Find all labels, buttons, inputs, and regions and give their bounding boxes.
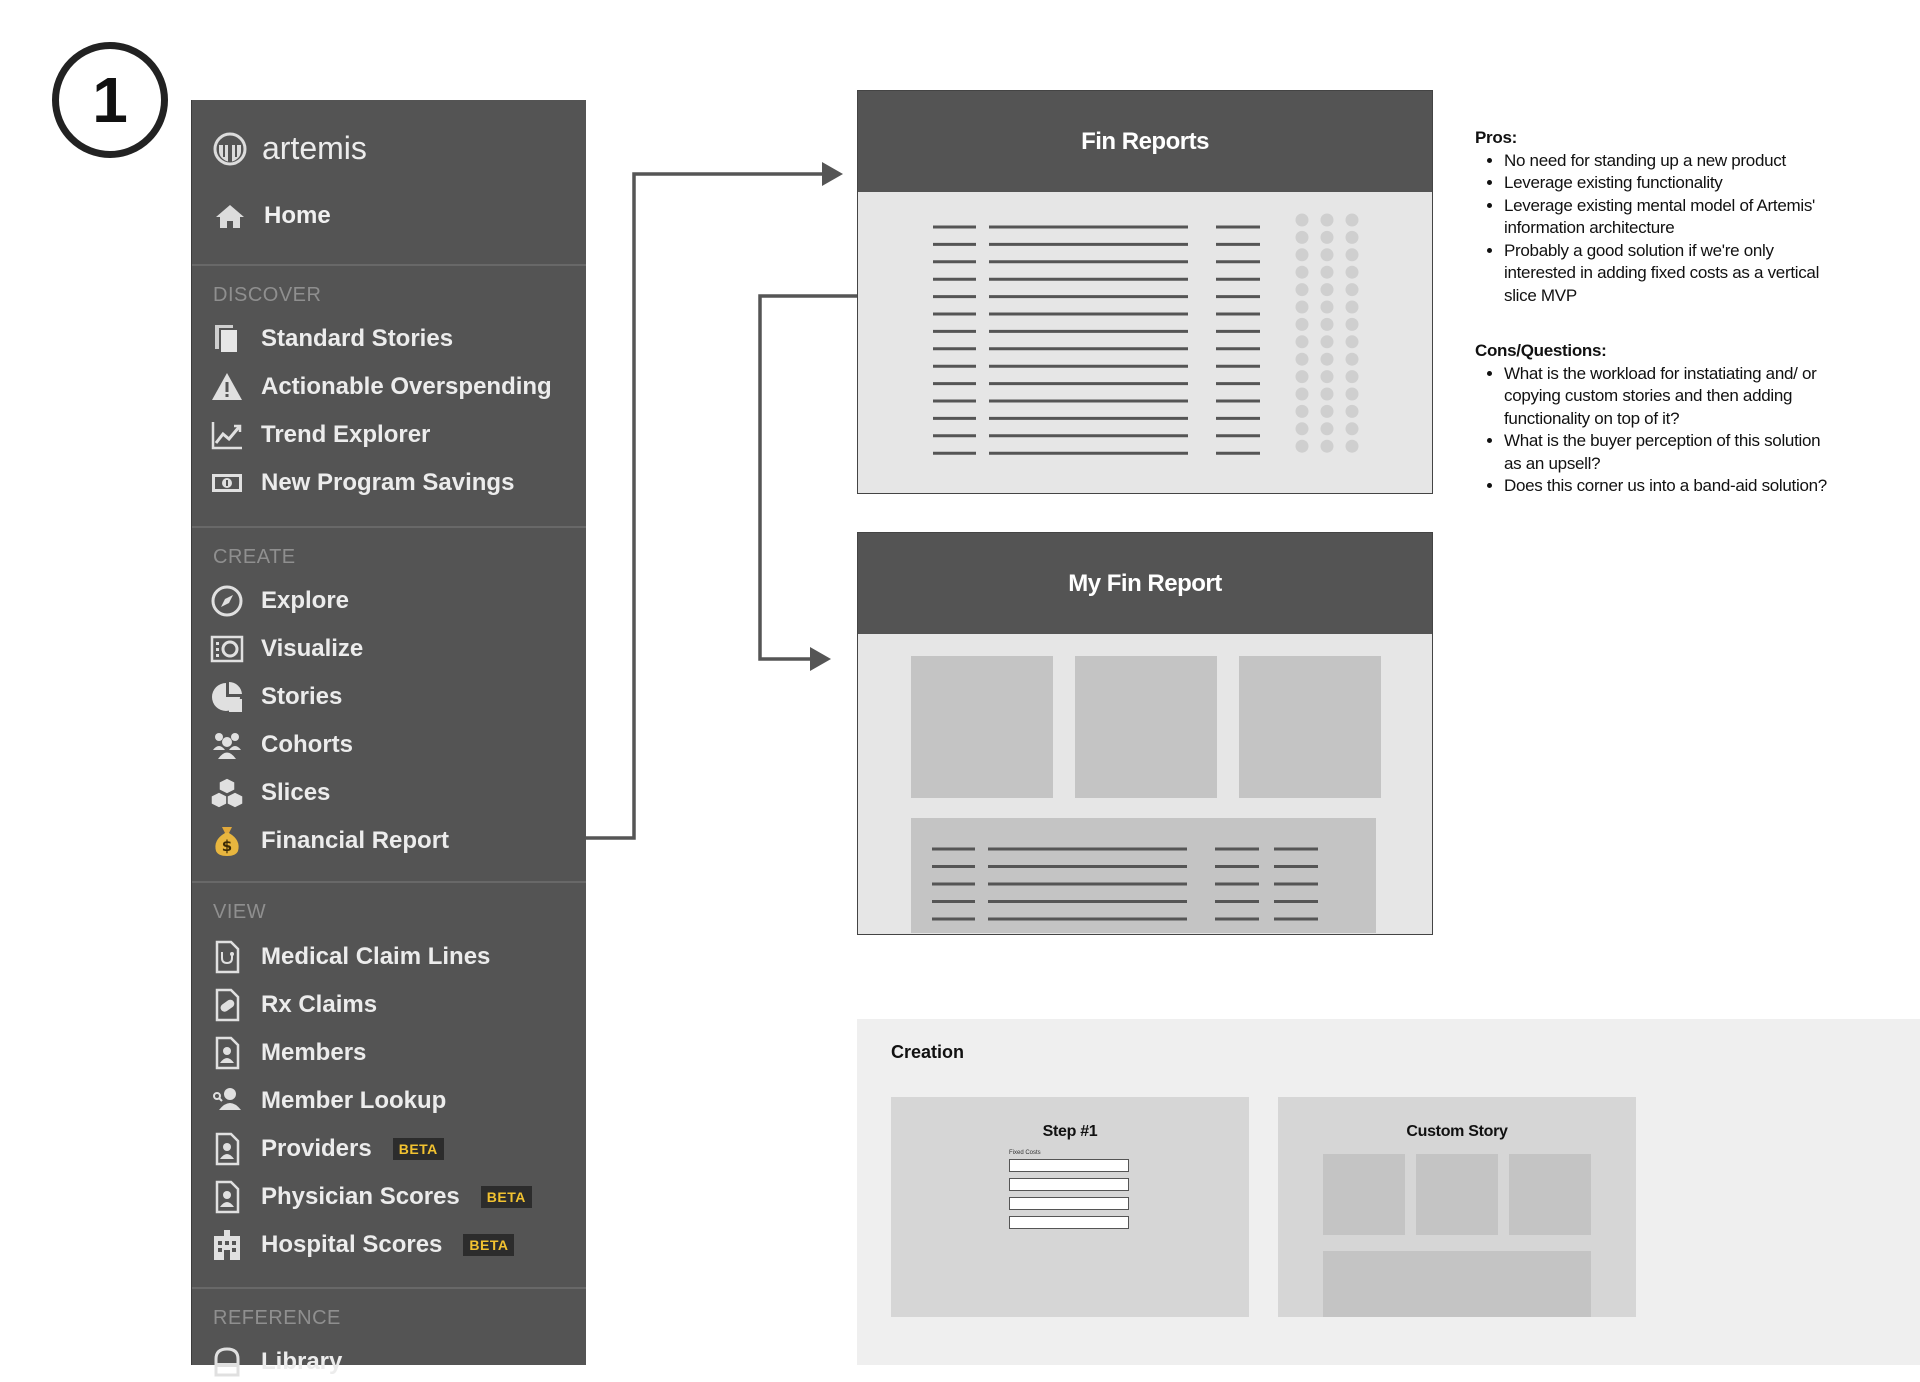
placeholder-dot	[1321, 248, 1334, 261]
placeholder-dot	[1346, 231, 1359, 244]
placeholder-dot	[1346, 370, 1359, 383]
fin-reports-title: Fin Reports	[1081, 127, 1209, 155]
pros-notes	[1475, 127, 1830, 307]
sidebar-item-label: New Program Savings	[261, 469, 515, 496]
step-number-badge: 1	[52, 42, 168, 158]
step-title: Step #1	[1042, 1123, 1098, 1140]
placeholder-dot	[1346, 353, 1359, 366]
fixed-costs-form	[1009, 1150, 1134, 1240]
sidebar-item-label: Member Lookup	[261, 1087, 447, 1114]
sidebar-item-label: Hospital Scores	[261, 1231, 443, 1258]
section-title-create: CREATE	[213, 546, 296, 568]
sidebar-item-label: Visualize	[261, 635, 364, 662]
placeholder-dot	[1296, 266, 1309, 279]
placeholder-dot	[1321, 422, 1334, 435]
report-table-lines	[911, 818, 1376, 933]
form-field[interactable]	[1009, 1178, 1129, 1191]
placeholder-dot	[1321, 266, 1334, 279]
beta-badge: BETA	[481, 1186, 532, 1208]
placeholder-dot	[1296, 318, 1309, 331]
sidebar-item-label: Financial Report	[261, 827, 450, 854]
report-table-card	[911, 818, 1376, 933]
placeholder-dot	[1296, 301, 1309, 314]
placeholder-dot	[1296, 388, 1309, 401]
placeholder-dot	[1296, 231, 1309, 244]
story-card	[1416, 1154, 1498, 1235]
sidebar-item-label: Trend Explorer	[261, 421, 431, 448]
placeholder-dot	[1296, 405, 1309, 418]
list-item: • What is the buyer perception of this solution as an upsell?	[1504, 430, 1830, 475]
placeholder-dot	[1321, 440, 1334, 453]
placeholder-dot	[1321, 370, 1334, 383]
placeholder-dot	[1296, 422, 1309, 435]
brand-name: artemis	[262, 130, 367, 166]
report-card	[1075, 656, 1217, 798]
placeholder-dot	[1346, 440, 1359, 453]
placeholder-dot	[1296, 335, 1309, 348]
form-field[interactable]	[1009, 1216, 1129, 1229]
placeholder-dot	[1346, 301, 1359, 314]
pros-title: Pros:	[1475, 128, 1517, 147]
beta-badge: BETA	[393, 1138, 444, 1160]
list-item: • Leverage existing functionality	[1504, 172, 1830, 195]
sidebar-item-label: Medical Claim Lines	[261, 943, 491, 970]
pros-list	[1475, 150, 1830, 308]
list-item: • No need for standing up a new product	[1504, 150, 1830, 173]
story-wide-card	[1323, 1251, 1591, 1317]
section-title-reference: REFERENCE	[213, 1307, 341, 1329]
placeholder-dot	[1321, 405, 1334, 418]
step-1-panel	[891, 1097, 1249, 1317]
cons-notes	[1475, 340, 1830, 498]
report-card	[1239, 656, 1381, 798]
fin-reports-header	[858, 91, 1432, 192]
placeholder-dot	[1321, 318, 1334, 331]
sidebar-item-label: Slices	[261, 779, 331, 806]
custom-story-panel	[1278, 1097, 1636, 1317]
section-title-discover: DISCOVER	[213, 284, 322, 306]
sidebar-item-label: Stories	[261, 683, 343, 710]
placeholder-dot	[1321, 283, 1334, 296]
placeholder-dot	[1321, 214, 1334, 227]
form-field[interactable]	[1009, 1159, 1129, 1172]
placeholder-dot	[1321, 335, 1334, 348]
sidebar-item-label: Rx Claims	[261, 991, 378, 1018]
placeholder-dot	[1346, 335, 1359, 348]
placeholder-dot	[1296, 283, 1309, 296]
sidebar-item-label: Home	[264, 202, 331, 229]
list-item: • Probably a good solution if we're only interested in adding fixed costs as a vertical slice MVP	[1504, 240, 1830, 308]
field-label: Fixed Costs	[1009, 1150, 1041, 1156]
sidebar-item-label: Library	[261, 1348, 343, 1375]
sidebar-item-label: Cohorts	[261, 731, 353, 758]
placeholder-dot	[1321, 388, 1334, 401]
placeholder-dot	[1346, 283, 1359, 296]
creation-section	[857, 1019, 1920, 1365]
form-field[interactable]	[1009, 1197, 1129, 1210]
placeholder-dot	[1296, 353, 1309, 366]
report-list-placeholder	[858, 192, 1432, 492]
placeholder-dot	[1346, 248, 1359, 261]
sidebar-item-label: Explore	[261, 587, 350, 614]
placeholder-dot	[1321, 231, 1334, 244]
list-item: • Leverage existing mental model of Artemis' information architecture	[1504, 195, 1830, 240]
creation-title: Creation	[891, 1042, 965, 1062]
my-fin-report-wireframe	[857, 532, 1433, 935]
sidebar-item-label: Actionable Overspending	[261, 373, 552, 400]
story-card	[1323, 1154, 1405, 1235]
arrow-to-fin-reports	[585, 162, 843, 838]
placeholder-dot	[1346, 318, 1359, 331]
sidebar-item-label: Providers	[261, 1135, 372, 1162]
placeholder-dot	[1296, 440, 1309, 453]
placeholder-dot	[1346, 422, 1359, 435]
section-title-view: VIEW	[213, 901, 267, 923]
cons-list	[1475, 363, 1830, 498]
placeholder-dot	[1321, 353, 1334, 366]
list-item: • What is the workload for instatiating and/ or copying custom stories and then adding functionality on top of it?	[1504, 363, 1830, 431]
story-card	[1509, 1154, 1591, 1235]
placeholder-dot	[1296, 370, 1309, 383]
sidebar-item-label: Standard Stories	[261, 325, 454, 352]
my-fin-report-header	[858, 533, 1432, 634]
placeholder-dot	[1346, 214, 1359, 227]
placeholder-dot	[1346, 405, 1359, 418]
custom-story-title: Custom Story	[1406, 1123, 1508, 1140]
cons-title: Cons/Questions:	[1475, 341, 1607, 360]
placeholder-dot	[1321, 301, 1334, 314]
placeholder-dot	[1296, 248, 1309, 261]
beta-badge: BETA	[463, 1234, 514, 1256]
fin-reports-wireframe	[857, 90, 1433, 494]
placeholder-dot	[1296, 214, 1309, 227]
list-item: • Does this corner us into a band-aid solution?	[1504, 475, 1830, 498]
svg-text:$: $	[221, 837, 233, 855]
my-fin-report-title: My Fin Report	[1068, 569, 1222, 597]
placeholder-dot	[1346, 388, 1359, 401]
sidebar-item-label: Physician Scores	[261, 1183, 460, 1210]
report-card	[911, 656, 1053, 798]
placeholder-dot	[1346, 266, 1359, 279]
sidebar-item-label: Members	[261, 1039, 367, 1066]
